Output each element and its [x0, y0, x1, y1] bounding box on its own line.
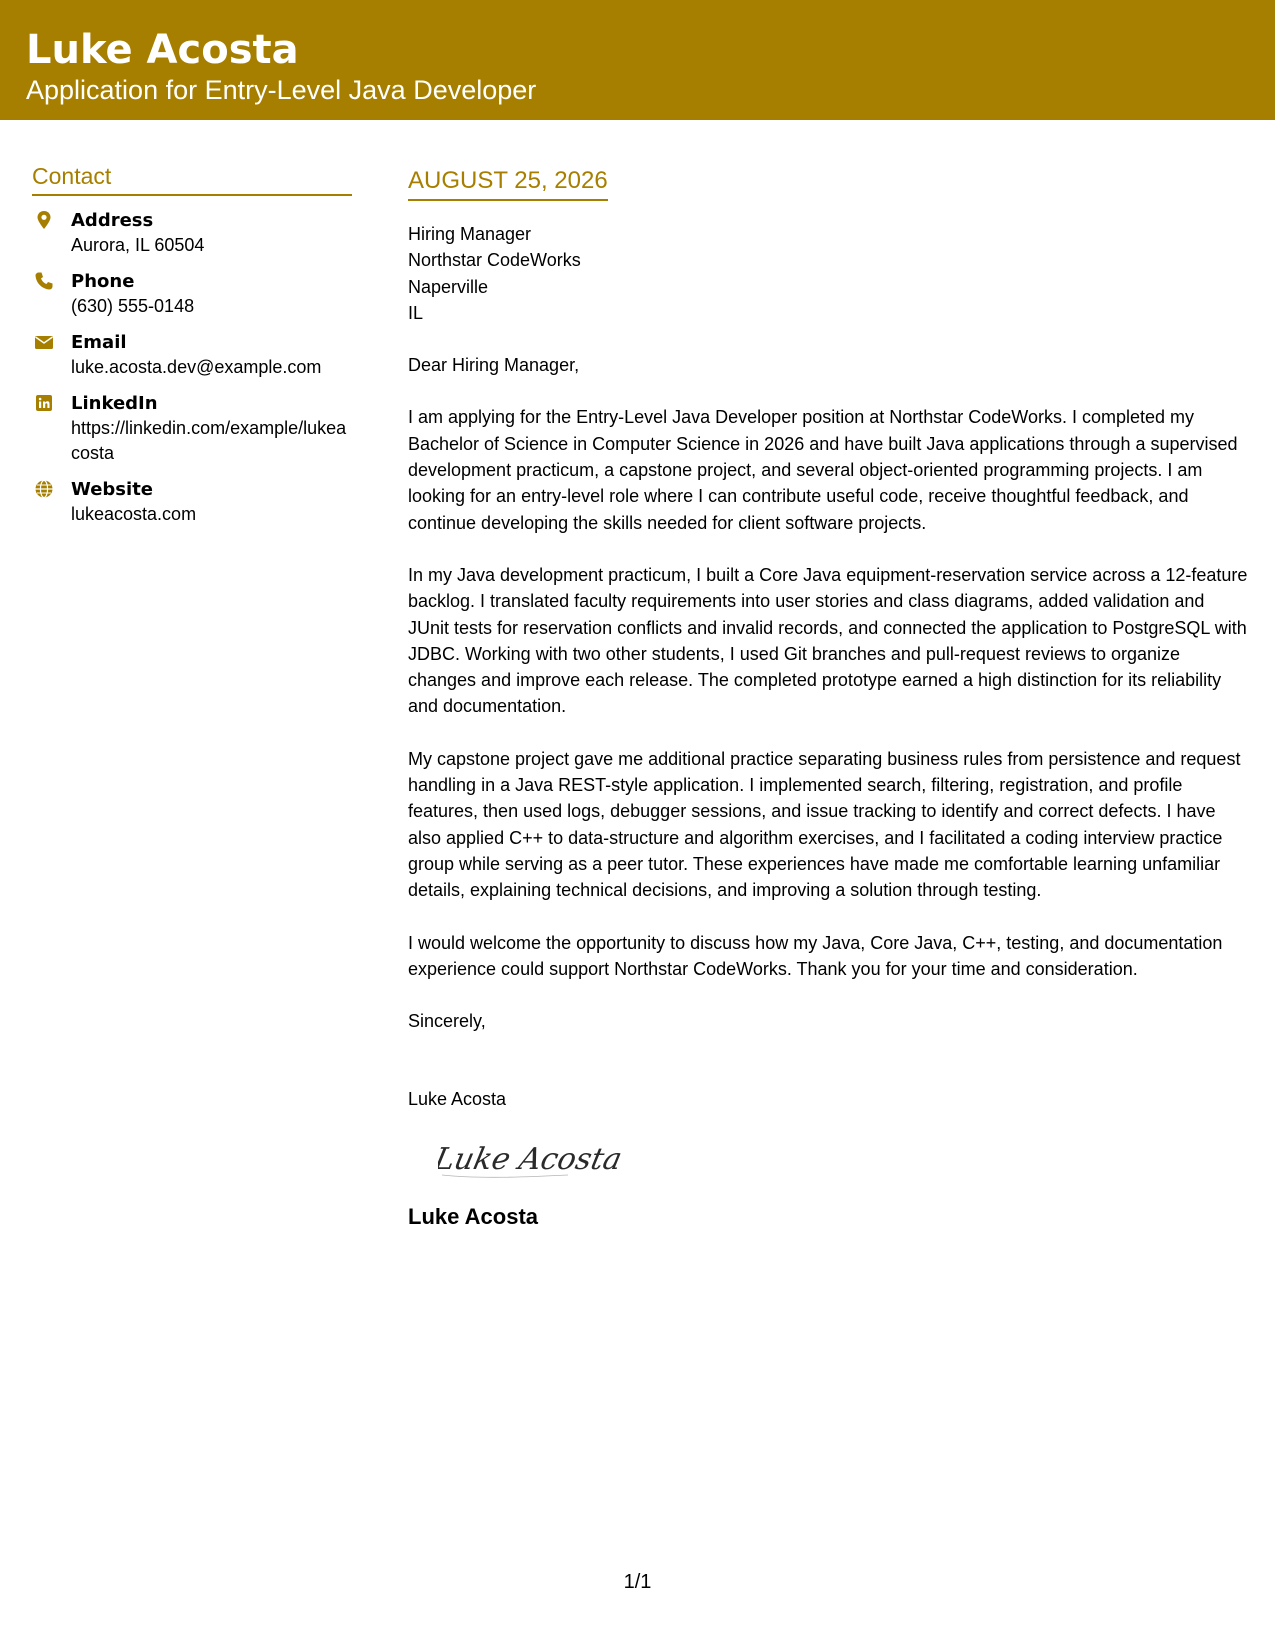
linkedin-icon [34, 393, 54, 413]
body-paragraph: In my Java development practicum, I built a Core Java equipment-reservation service across a 12-feature backlog. I translated faculty requirements into user stories and class diagrams, added validation and JUnit tests for reservation conflicts and invalid records, and connected the application to PostgreSQL with JDBC. Working with two other students, I used Git branches and pull-request reviews to organize changes and improve each release. The completed prototype earned a high distinction for its reliability and documentation. [408, 564, 1248, 717]
recipient-line: IL [408, 302, 424, 323]
globe-icon [34, 479, 54, 499]
body-paragraph: I would welcome the opportunity to discuss how my Java, Core Java, C++, testing, and documentation experience could support Northstar CodeWorks. Thank you for your time and consideration. [408, 932, 1223, 979]
signature-name: Luke Acosta [408, 1204, 539, 1230]
closing: Sincerely, [408, 1011, 486, 1032]
recipient-line: Northstar CodeWorks [408, 250, 581, 271]
map-pin-icon [34, 210, 54, 230]
application-subtitle: Application for Entry-Level Java Developer [26, 75, 537, 105]
page-number: 1/1 [623, 1571, 652, 1593]
contact-value: (630) 555-0148 [71, 296, 195, 316]
contact-value: luke.acosta.dev@example.com [71, 357, 322, 377]
applicant-name: Luke Acosta [26, 27, 299, 73]
phone-icon [34, 271, 54, 291]
body-paragraph: I am applying for the Entry-Level Java Developer position at Northstar CodeWorks. I completed my Bachelor of Science in Computer Science in 2026 and have built Java applications through a supervised development practicum, a capstone project, and several object-oriented programming projects. I am looking for an entry-level role where I can contribute useful code, receive thoughtful feedback, and continue developing the skills needed for client software projects. [408, 407, 1238, 533]
contact-label: Phone [71, 271, 135, 292]
handwritten-signature [438, 1135, 658, 1185]
contact-label: Website [71, 479, 154, 500]
recipient-line: Hiring Manager [408, 224, 532, 244]
contact-sidebar [32, 160, 352, 538]
letter-body [408, 164, 1250, 1232]
contact-value: lukeacosta.com [71, 504, 197, 524]
recipient-block [408, 221, 1250, 326]
envelope-icon [34, 332, 54, 352]
header-banner [0, 0, 1275, 120]
contact-heading: Contact [32, 160, 352, 196]
svg-text:Luke Acosta: Luke Acosta [438, 1142, 625, 1177]
contact-item-linkedin [32, 391, 352, 466]
body-paragraph: My capstone project gave me additional practice separating business rules from persistence and request handling in a Java REST-style application. I implemented search, filtering, registration, and profile features, then used logs, debugger sessions, and issue tracking to identify and correct defects. I have also applied C++ to data-structure and algorithm exercises, and I facilitated a coding interview practice group while serving as a peer tutor. These experiences have made me comfortable learning unfamiliar details, explaining technical decisions, and improving a solution through testing. [408, 748, 1241, 901]
letter-date: AUGUST 25, 2026 [408, 164, 608, 201]
contact-value: https://linkedin.com/example/lukeacosta [71, 418, 347, 463]
contact-value: Aurora, IL 60504 [71, 235, 205, 255]
contact-item-website [32, 477, 352, 527]
recipient-line: Naperville [408, 276, 489, 297]
contact-item-phone [32, 269, 352, 319]
salutation: Dear Hiring Manager, [408, 355, 580, 376]
contact-item-email [32, 330, 352, 380]
contact-label: LinkedIn [71, 393, 158, 414]
contact-label: Address [71, 210, 154, 231]
typed-name: Luke Acosta [408, 1089, 507, 1110]
contact-item-address [32, 208, 352, 258]
contact-label: Email [71, 332, 127, 353]
